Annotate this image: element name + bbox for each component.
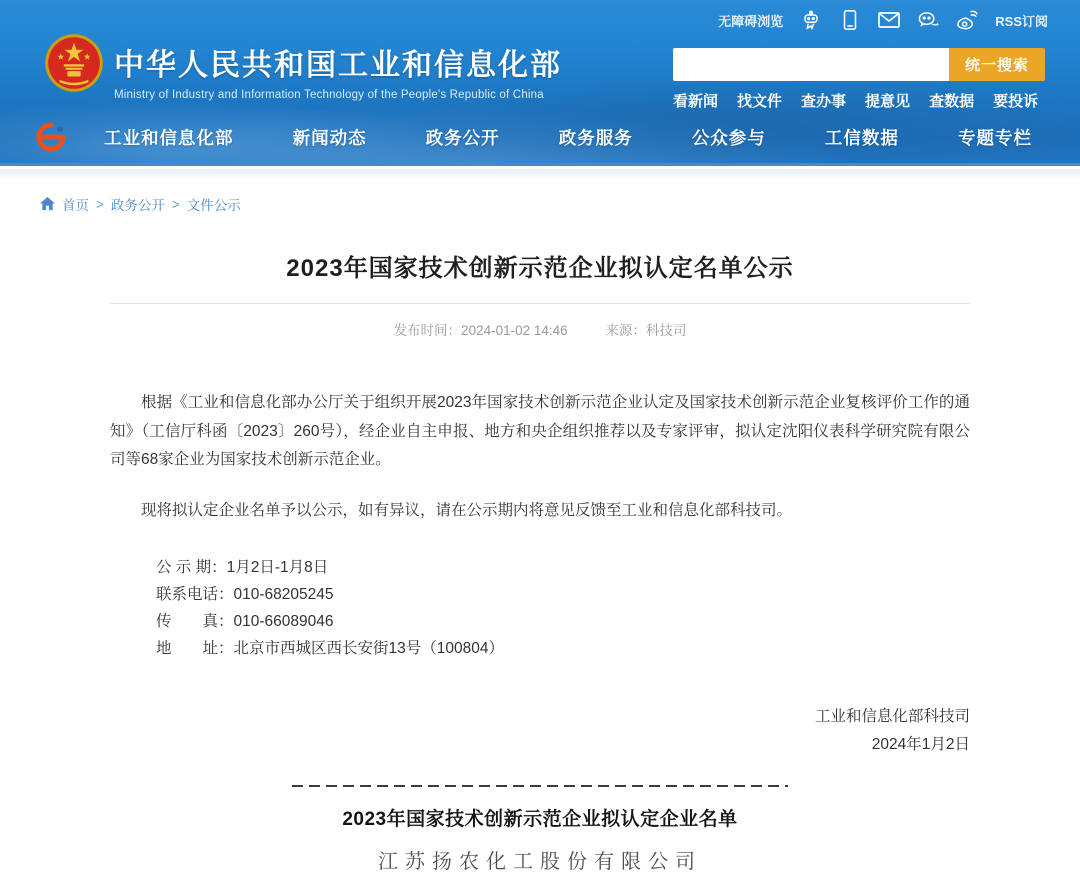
contact-phone: 联系电话：010-68205245 [156, 585, 334, 603]
site-title: 中华人民共和国工业和信息化部 [114, 49, 562, 82]
nav-item-news[interactable]: 新闻动态 [292, 127, 367, 148]
breadcrumb-separator: > [171, 196, 180, 212]
paragraph: 现将拟认定企业名单予以公示，如有异议，请在公示期内将意见反馈至工业和信息化部科技司。 [141, 502, 793, 520]
article-title: 2023年国家技术创新示范企业拟认定名单公示 [286, 255, 794, 282]
utility-bar [718, 9, 1048, 31]
signature-date: 2024年1月2日 [871, 735, 970, 753]
nav-item-topics[interactable]: 专题专栏 [957, 127, 1032, 148]
search-input[interactable] [673, 48, 949, 81]
nav-item-gov-info[interactable]: 政务公开 [425, 127, 500, 148]
publish-time: 发布时间：2024-01-02 14:46 [393, 323, 568, 338]
site-title-english: Ministry of Industry and Information Technology of the People's Republic of China [114, 89, 544, 101]
publicity-period: 公 示 期：1月2日-1月8日 [156, 558, 329, 576]
rss-link[interactable]: RSS订阅 [995, 13, 1048, 29]
miit-e-logo-icon [34, 120, 68, 154]
wechat-icon[interactable] [917, 9, 939, 31]
paragraph: 根据《工业和信息化部办公厅关于组织开展2023年国家技术创新示范企业认定及国家技术创新示范企业复核评价工作的通知》（工信厅科函〔2023〕260号），经企业自主申报、地方和央企组织推荐以及专家评审，拟认定沈阳仪表科学研究院有限公司等68家企业为国家技术创新示范企业。 [110, 394, 970, 469]
quick-link-feedback[interactable]: 提意见 [865, 93, 911, 110]
quick-link-services[interactable]: 查办事 [801, 93, 847, 110]
accessibility-link[interactable]: 无障碍浏览 [718, 13, 784, 29]
mobile-icon[interactable] [839, 9, 861, 31]
article-body [110, 389, 970, 526]
breadcrumb-separator: > [96, 196, 104, 212]
site-header [0, 0, 1080, 166]
article-meta [110, 319, 970, 339]
home-icon[interactable] [40, 197, 55, 211]
weibo-icon[interactable] [956, 9, 978, 31]
site-brand [114, 40, 562, 101]
robot-icon[interactable] [800, 9, 822, 31]
quick-links [673, 90, 1045, 111]
unified-search-button[interactable]: 统一搜索 [949, 48, 1045, 81]
quick-link-news[interactable]: 看新闻 [673, 93, 719, 110]
nav-item-data[interactable]: 工信数据 [824, 127, 899, 148]
nav-item-miit[interactable]: 工业和信息化部 [104, 127, 234, 148]
title-divider [110, 303, 970, 304]
breadcrumb-home[interactable]: 首页 [62, 198, 89, 213]
nav-item-services[interactable]: 政务服务 [558, 127, 633, 148]
dashed-divider [292, 785, 788, 787]
main-navigation [0, 111, 1080, 163]
quick-link-complaints[interactable]: 要投诉 [993, 93, 1039, 110]
contact-address: 地 址：北京市西城区西长安街13号（100804） [156, 640, 504, 658]
breadcrumb-gov-info[interactable]: 政务公开 [110, 198, 165, 213]
quick-link-data[interactable]: 查数据 [929, 93, 975, 110]
mail-icon[interactable] [878, 9, 900, 31]
header-fade-strip [0, 169, 1080, 181]
enterprise-list-item: 江苏扬农化工股份有限公司 [378, 848, 702, 873]
search-area [673, 48, 1045, 111]
article [110, 248, 970, 874]
contact-block [156, 554, 970, 663]
enterprise-list-title: 2023年国家技术创新示范企业拟认定企业名单 [342, 808, 738, 830]
quick-link-files[interactable]: 找文件 [737, 93, 783, 110]
breadcrumb-current[interactable]: 文件公示 [186, 198, 241, 213]
breadcrumb [40, 194, 1080, 214]
national-emblem-logo [44, 33, 104, 93]
contact-fax: 传 真：010-66089046 [156, 613, 334, 631]
signature-department: 工业和信息化部科技司 [814, 707, 970, 725]
nav-item-public[interactable]: 公众参与 [691, 127, 766, 148]
signature-block [110, 703, 970, 759]
source: 来源：科技司 [605, 323, 687, 338]
